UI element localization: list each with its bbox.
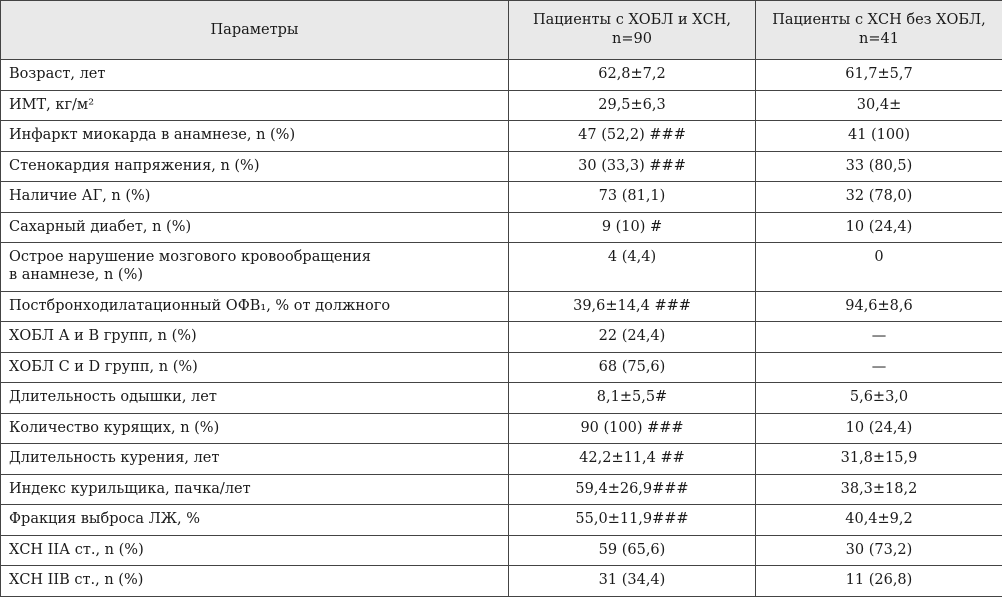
row-parameter-label: ХОБЛ С и D групп, n (%) (1, 352, 509, 383)
table-row (1, 352, 1002, 383)
row-chf-only-value: 41 (100) (756, 121, 1002, 152)
table-row (1, 291, 1002, 322)
table-header (1, 1, 1002, 60)
row-chf-only-value: 33 (80,5) (756, 151, 1002, 182)
row-chf-only-value: 61,7±5,7 (756, 60, 1002, 91)
row-chf-only-value: 38,3±18,2 (756, 474, 1002, 505)
row-copd-chf-value: 39,6±14,4 ### (509, 291, 756, 322)
row-chf-only-value: 40,4±9,2 (756, 505, 1002, 536)
row-parameter-label: Острое нарушение мозгового кровообращения в анамнезе, n (%) (1, 243, 509, 292)
row-copd-chf-value: 59 (65,6) (509, 535, 756, 566)
table-row (1, 322, 1002, 353)
row-parameter-label: ХОБЛ А и В групп, n (%) (1, 322, 509, 353)
row-parameter-label: Длительность одышки, лет (1, 383, 509, 414)
table-row (1, 383, 1002, 414)
row-chf-only-value: 94,6±8,6 (756, 291, 1002, 322)
row-copd-chf-value: 62,8±7,2 (509, 60, 756, 91)
row-copd-chf-value: 4 (4,4) (509, 243, 756, 292)
table-row (1, 60, 1002, 91)
row-parameter-label: Постбронходилатационный ОФВ₁, % от должного (1, 291, 509, 322)
row-chf-only-value: 30 (73,2) (756, 535, 1002, 566)
row-copd-chf-value: 22 (24,4) (509, 322, 756, 353)
row-parameter-label: Индекс курильщика, пачка/лет (1, 474, 509, 505)
table-row (1, 212, 1002, 243)
table-row (1, 243, 1002, 292)
row-parameter-label: Инфаркт миокарда в анамнезе, n (%) (1, 121, 509, 152)
table-row (1, 182, 1002, 213)
header-copd-chf-group: Пациенты с ХОБЛ и ХСН, n=90 (509, 1, 756, 60)
row-copd-chf-value: 9 (10) # (509, 212, 756, 243)
row-chf-only-value: 31,8±15,9 (756, 444, 1002, 475)
row-copd-chf-value: 59,4±26,9### (509, 474, 756, 505)
table-row (1, 566, 1002, 597)
row-copd-chf-value: 68 (75,6) (509, 352, 756, 383)
row-chf-only-value: 32 (78,0) (756, 182, 1002, 213)
header-chf-without-copd-group: Пациенты с ХСН без ХОБЛ, n=41 (756, 1, 1002, 60)
row-parameter-label: ХСН IIВ ст., n (%) (1, 566, 509, 597)
header-parameters: Параметры (1, 1, 509, 60)
row-copd-chf-value: 42,2±11,4 ## (509, 444, 756, 475)
row-chf-only-value: 10 (24,4) (756, 212, 1002, 243)
row-copd-chf-value: 8,1±5,5# (509, 383, 756, 414)
row-chf-only-value: 30,4± (756, 90, 1002, 121)
row-chf-only-value: 11 (26,8) (756, 566, 1002, 597)
table-row (1, 535, 1002, 566)
header-row (1, 1, 1002, 60)
row-parameter-label: Фракция выброса ЛЖ, % (1, 505, 509, 536)
table-row (1, 121, 1002, 152)
table-row (1, 413, 1002, 444)
row-copd-chf-value: 29,5±6,3 (509, 90, 756, 121)
table-row (1, 505, 1002, 536)
row-parameter-label: ХСН IIА ст., n (%) (1, 535, 509, 566)
row-parameter-label: Сахарный диабет, n (%) (1, 212, 509, 243)
row-chf-only-value: 10 (24,4) (756, 413, 1002, 444)
row-parameter-label: Стенокардия напряжения, n (%) (1, 151, 509, 182)
row-chf-only-value: — (756, 352, 1002, 383)
row-parameter-label: Возраст, лет (1, 60, 509, 91)
row-chf-only-value: 0 (756, 243, 1002, 292)
row-parameter-label: Количество курящих, n (%) (1, 413, 509, 444)
table-row (1, 444, 1002, 475)
row-copd-chf-value: 55,0±11,9### (509, 505, 756, 536)
table-row (1, 90, 1002, 121)
row-parameter-label: Наличие АГ, n (%) (1, 182, 509, 213)
row-copd-chf-value: 90 (100) ### (509, 413, 756, 444)
table-row (1, 151, 1002, 182)
table-body (1, 60, 1002, 597)
row-chf-only-value: 5,6±3,0 (756, 383, 1002, 414)
row-copd-chf-value: 47 (52,2) ### (509, 121, 756, 152)
row-parameter-label: Длительность курения, лет (1, 444, 509, 475)
row-chf-only-value: — (756, 322, 1002, 353)
row-copd-chf-value: 31 (34,4) (509, 566, 756, 597)
row-parameter-label: ИМТ, кг/м² (1, 90, 509, 121)
row-copd-chf-value: 73 (81,1) (509, 182, 756, 213)
row-copd-chf-value: 30 (33,3) ### (509, 151, 756, 182)
table-row (1, 474, 1002, 505)
